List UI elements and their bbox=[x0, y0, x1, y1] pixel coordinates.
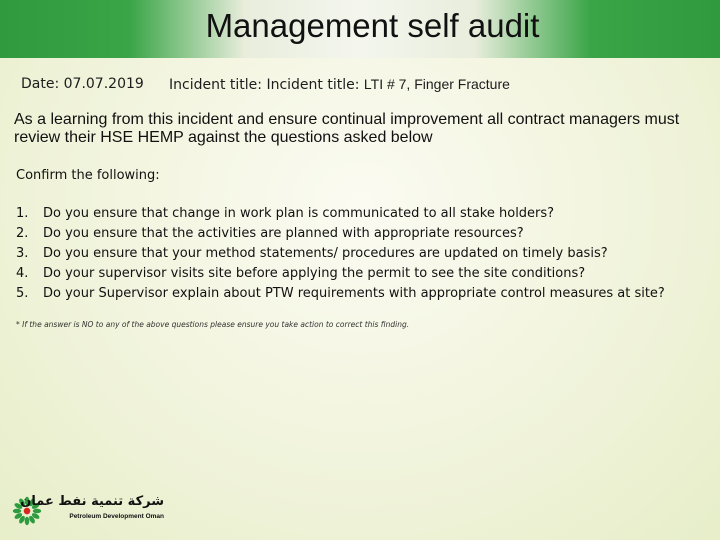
intro-paragraph: As a learning from this incident and ensure continual improvement all contract managers must review their HSE HEMP against the questions asked below bbox=[14, 111, 680, 146]
question-item bbox=[16, 284, 706, 304]
question-text: Do your Supervisor explain about PTW requirements with appropriate control measures at site? bbox=[43, 286, 665, 301]
question-text: Do you ensure that your method statements/ procedures are updated on timely basis? bbox=[43, 246, 608, 261]
question-number: 5. bbox=[16, 286, 29, 301]
question-text: Do you ensure that change in work plan is communicated to all stake holders? bbox=[43, 206, 555, 221]
confirm-heading: Confirm the following: bbox=[16, 168, 160, 183]
question-item bbox=[16, 264, 706, 284]
meta-row bbox=[0, 76, 720, 96]
incident-title-prefix: Incident title: Incident title: bbox=[169, 77, 364, 93]
date-label: Date: 07.07.2019 bbox=[21, 76, 144, 92]
footnote: * If the answer is NO to any of the above questions please ensure you take action to correct this finding. bbox=[16, 320, 410, 329]
question-item bbox=[16, 224, 706, 244]
page-title: Management self audit bbox=[205, 7, 540, 44]
question-text: Do you ensure that the activities are planned with appropriate resources? bbox=[43, 226, 524, 241]
incident-title bbox=[169, 76, 510, 93]
question-number: 3. bbox=[16, 246, 29, 261]
logo-english-text: Petroleum Development Oman bbox=[69, 513, 164, 520]
question-number: 2. bbox=[16, 226, 29, 241]
question-item bbox=[16, 204, 706, 224]
incident-name: LTI # 7, Finger Fracture bbox=[363, 76, 510, 92]
question-item bbox=[16, 244, 706, 264]
logo-arabic-text: شركة تنمية نفط عمان bbox=[20, 494, 164, 509]
question-number: 4. bbox=[16, 266, 29, 281]
question-number: 1. bbox=[16, 206, 29, 221]
question-list bbox=[16, 204, 706, 304]
title-bar bbox=[0, 0, 720, 58]
question-text: Do your supervisor visits site before applying the permit to see the site conditions? bbox=[43, 266, 586, 281]
